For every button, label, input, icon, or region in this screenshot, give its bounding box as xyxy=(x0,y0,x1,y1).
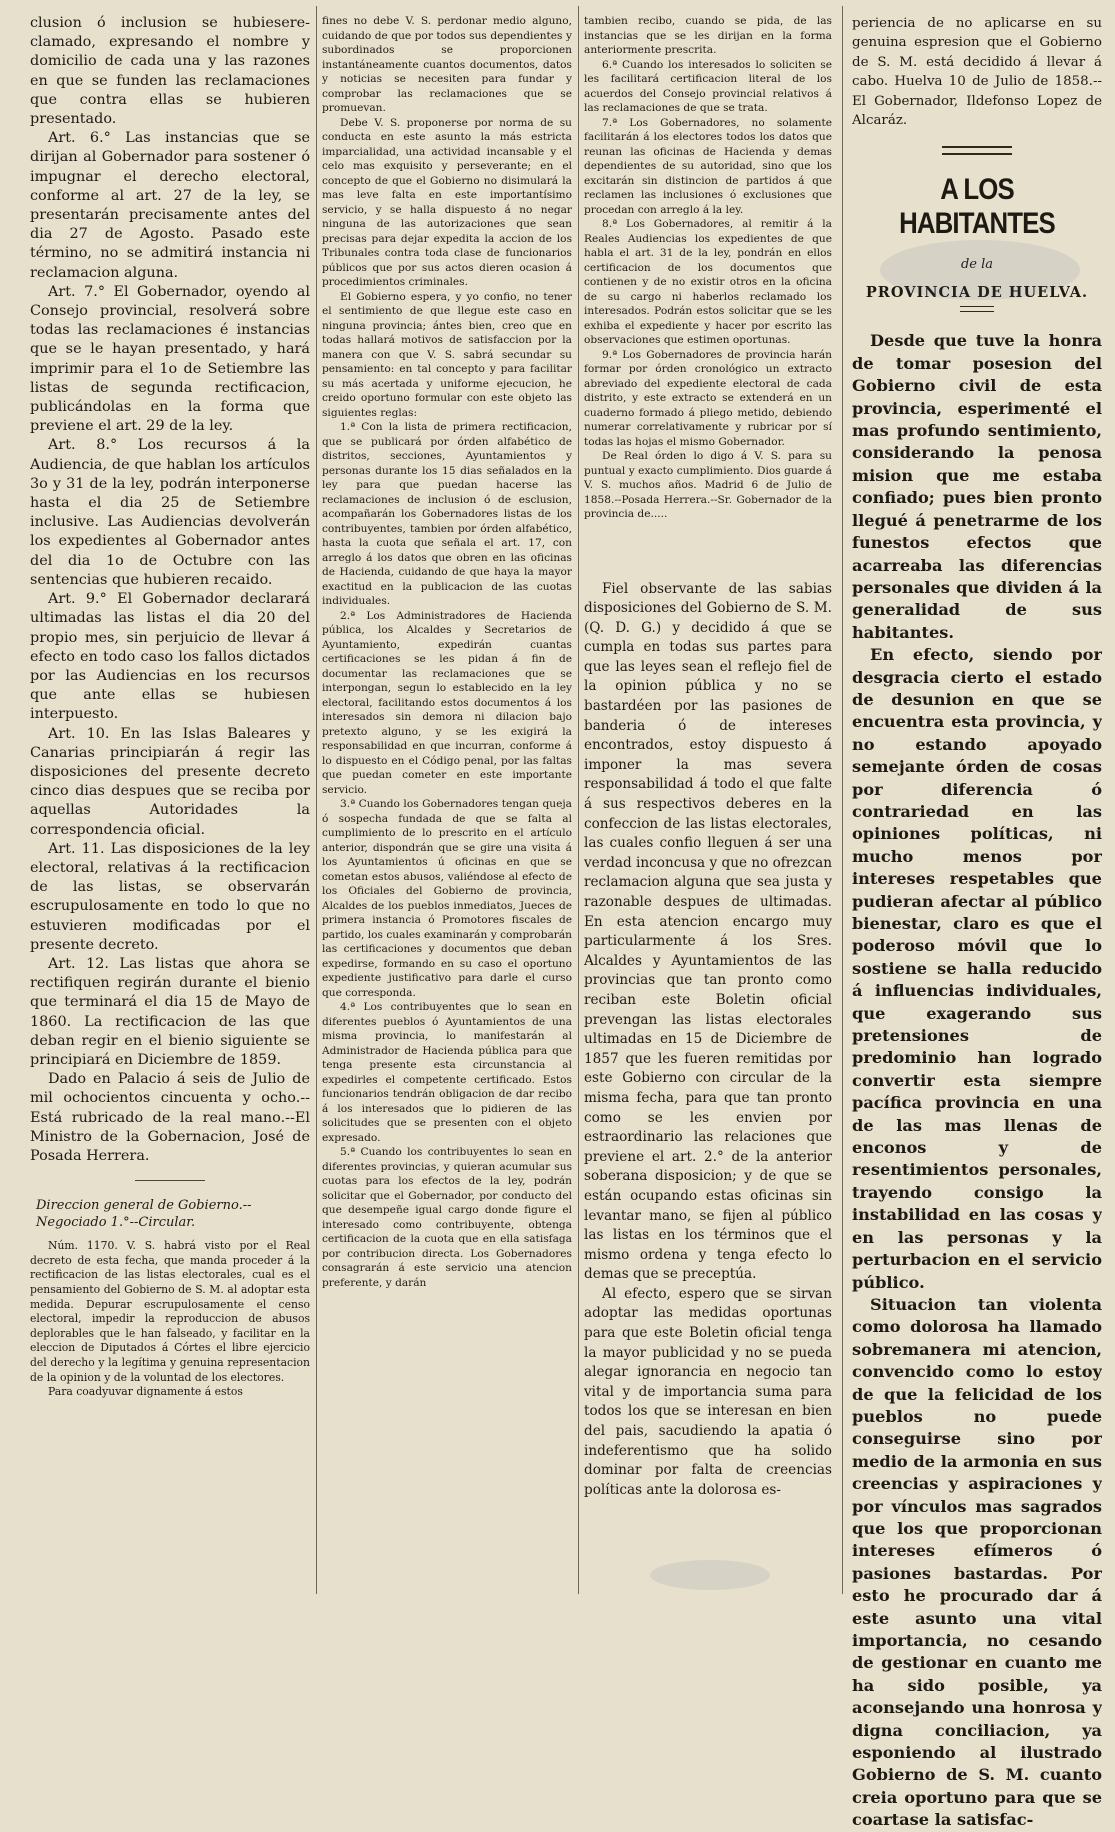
rule-6: 6.ª Cuando los interesados lo soliciten se les facilitará certificacion literal de los acuerdos del Consejo provincial relativos á las reclamaciones de que se trata. xyxy=(584,58,832,114)
divider xyxy=(135,1180,205,1181)
governor-notice: Fiel observante de las sabias disposiciones del Gobierno de S. M. (Q. D. G.) y decidido á que se cumpla en todas sus partes para que las leyes sean el reflejo fiel de la opinion pública y no se bastardéen por las pasiones de banderia ó de intereses encontrados, estoy dispuesto á imponer la mas severa responsabilidad á todo el que falte á sus respectivos deberes en la confeccion de las listas electorales, las cuales confio lleguen á ser una verdad inconcusa y que no ofrezcan reclamacion alguna que sea justa y razonable despues de ultimadas. En esta atencion encargo muy particularmente á los Sres. Alcaldes y Ayuntamientos de las provincias que tan pronto como reciban este Boletin oficial prevengan las listas electorales ultimadas en 15 de Diciembre de 1857 que les fueren remitidas por este Gobierno con circular de la misma fecha, para que tan pronto como se les envien por estraordinario las relaciones que previene el art. 2.° de la anterior soberana disposicion; y de que se están ocupando estas oficinas sin levantar mano, se fijen al público las listas en los términos que el mismo ordena y tenga efecto lo demas que se preceptúa. xyxy=(584,580,832,1283)
headline: A LOS HABITANTES xyxy=(899,173,1055,241)
rule-4: 4.ª Los contribuyentes que lo sean en diferentes pueblos ó Ayuntamientos de una misma provincia, lo manifestarán al Administrador de Hacienda pública para que tenga presente esta circunstancia al expedirles el competente certificado. Estos funcionarios tendrán obligacion de dar recibo á los interesados que lo pidieren de las solicitudes que se presenten con el objeto expresado. xyxy=(322,1001,572,1144)
department-heading: Direccion general de Gobierno.--Negociado 1.°--Circular. xyxy=(36,1198,252,1231)
column-rule xyxy=(842,6,843,1594)
divider xyxy=(942,146,1012,155)
royal-order-signature: De Real órden lo digo á V. S. para su puntual y exacto cumplimiento. Dios guarde á V. S. muchos años. Madrid 6 de Julio de 1858.--Posada Herrera.--Sr. Gobernador de la provincia de..... xyxy=(584,450,832,520)
article-12: Art. 12. Las listas que ahora se rectifiquen regirán durante el bienio que terminará el dia 15 de Mayo de 1860. La rectificacion de las que deban regir en el bienio siguiente se principiará en Diciembre de 1859. xyxy=(30,955,310,1068)
paragraph: El Gobierno espera, y yo confio, no tener el sentimiento de que llegue este caso en ninguna provincia; ántes bien, creo que en todas hallará motivos de satisfaccion por la manera con que V. S. sabrá secundar su pensamiento: en tal concepto y para facilitar su más acertada y uniforme ejecucion, he creido oportuno formular con este objeto las siguientes reglas: xyxy=(322,290,572,419)
article-8: Art. 8.° Los recursos á la Audiencia, de que hablan los artículos 3o y 31 de la ley, podrán interponerse hasta el dia 25 de Setiembre inclusive. Las Audiencias devolverán los expedientes al Gobernador antes del dia 1o de Octubre con las sentencias que hubieren recaido. xyxy=(30,437,310,588)
article-7: Art. 7.° El Gobernador, oyendo al Consejo provincial, resolverá sobre todas las reclamaciones é instancias que se le hayan presentado, y hará imprimir para el 1o de Setiembre las listas de segunda rectificacion, publicándolas en la forma que previene el art. 29 de la ley. xyxy=(30,283,310,435)
rule-9: 9.ª Los Gobernadores de provincia harán formar por órden cronológico un extracto abreviado del expediente electoral de cada distrito, y este extracto se extenderá en un cuaderno formado á pliego metido, debiendo numerar correlativamente y rubricar por sí todas las hojas el mismo Gobernador. xyxy=(584,348,832,448)
column-rule xyxy=(316,6,317,1594)
paragraph: clusion ó inclusion se hubiesere- clamado, expresando el nombre y domicilio de cada una y las razones en que se funden las reclamaciones que contra ellas se hubieren presentado. xyxy=(30,15,310,128)
article-9: Art. 9.° El Gobernador declarará ultimadas las listas el dia 20 del propio mes, sin perjuicio de llevar á efecto en todo caso los fallos dictados por las Audiencias en los recursos que ante ellas se hubiesen interpuesto. xyxy=(30,591,310,723)
paragraph: periencia de no aplicarse en su genuina espresion que el Gobierno de S. M. está decidido á llevar á cabo. Huelva 10 de Julio de 1858.--El Gobernador, Ildefonso Lopez de Alcaráz. xyxy=(852,16,1102,129)
province-title: PROVINCIA DE HUELVA. xyxy=(865,284,1089,302)
decree-signature: Dado en Palacio á seis de Julio de mil ochocientos cincuenta y ocho.--Está rubricado de la real mano.--El Ministro de la Gobernacion, José de Posada Herrera. xyxy=(30,1071,310,1164)
article-10: Art. 10. En las Islas Baleares y Canarias principiarán á regir las disposiciones del presente decreto cinco dias despues que se reciba por aquellas Autoridades la correspondencia oficial. xyxy=(30,725,310,838)
proclamation-paragraph: Situacion tan violenta como dolorosa ha llamado sobremanera mi atencion, convencido como lo estoy de que la felicidad de los pueblos no puede conseguirse sino por medio de la armonia en sus creencias y aspiraciones y por vínculos mas sagrados que los que proporcionan intereses efímeros ó pasiones bastardas. Por esto he procurado dar á este asunto una vital importancia, no cesando de gestionar en cuanto me ha sido posible, ya aconsejando una honrosa y digna conciliacion, ya esponiendo al ilustrado Gobierno de S. M. cuanto creia oportuno para que se coartase la satisfac- xyxy=(852,1294,1102,1830)
circular-paragraph: Para coadyuvar dignamente á estos xyxy=(48,1385,243,1399)
rule-8: 8.ª Los Gobernadores, al remitir á la Reales Audiencias los expedientes de que habla el art. 31 de la ley, pondrán en ellos certificacion de los documentos que contienen y de no existir otros en la oficina de su cargo ni haberlos reclamado los interesados. Podrán estos solicitar que se les exhiba el expediente y hacer por escrito las observaciones que estimen oportunas. xyxy=(584,218,832,346)
governor-notice: Al efecto, espero que se sirvan adoptar las medidas oportunas para que este Boletin oficial tenga la mayor publicidad y no se pueda alegar ignorancia en negocio tan vital y de importancia suma para todos los que se interesan en bien del pais, sacudiendo la apatia ó indeferentismo que ha solido dominar por falta de creencias políticas ante la dolorosa es- xyxy=(584,1285,832,1498)
rule-5: 5.ª Cuando los contribuyentes lo sean en diferentes provincias, y quieran acumular sus cuotas para los efectos de la ley, podrán solicitar que el Gobernador, por conducto del que desempeñe igual cargo donde figure el interesado como contribuyente, obtenga certificacion de la cuota que en ella satisfaga por contribucion directa. Los Gobernadores consagrarán á este servicio una atencion preferente, y darán xyxy=(322,1146,572,1289)
rule-7: 7.ª Los Gobernadores, no solamente facilitarán á los electores todos los datos que reunan las oficinas de Hacienda y demas dependientes de su autoridad, sino que los excitarán sin distincion de partidos á que reclamen las inclusiones ó exclusiones que procedan con arreglo á la ley. xyxy=(584,116,832,216)
article-11: Art. 11. Las disposiciones de la ley electoral, relativas á la rectificacion de las listas, se observarán escrupulosamente en todo lo que no estuvieren modificadas por el presente decreto. xyxy=(30,840,310,953)
article-6: Art. 6.° Las instancias que se dirijan al Gobernador para sostener ó impugnar el derecho electoral, conforme al art. 27 de la ley, se presentarán precisamente antes del dia 27 de Agosto. Pasado este término, no se admitirá instancia ni reclamacion alguna. xyxy=(30,130,310,281)
circular-paragraph: Núm. 1170. V. S. habrá visto por el Real decreto de esta fecha, que manda proceder á la rectificacion de las listas electorales, cual es el pensamiento del Gobierno de S. M. al adoptar esta medida. Depurar escrupulosamente el censo electoral, impedir la reproduccion de abusos deplorables que le han falseado, y facilitar en la eleccion de Diputados á Córtes el libre ejercicio del derecho y la legítima y genuina representacion de la opinion y de la voluntad de los electores. xyxy=(30,1239,310,1384)
ink-stain xyxy=(650,1560,770,1590)
paragraph: Debe V. S. proponerse por norma de su conducta en este asunto la más estricta imparcialidad, una actividad incansable y el celo mas exquisito y perseverante; en el concepto de que el Gobierno no disimulará la mas leve falta en este importantísimo servicio, y se halla dispuesto á no negar ninguna de las autorizaciones que sean precisas para dejar expedita la accion de los Tribunales contra toda clase de funcionarios públicos que por sus actos dieren ocasion á procedimientos criminales. xyxy=(322,116,572,288)
subheadline: de la xyxy=(960,257,994,273)
rule-2: 2.ª Los Administradores de Hacienda pública, los Alcaldes y Secretarios de Ayuntamiento, expedirán cuantas certificaciones se les pidan á fin de documentar las reclamaciones que se interpongan, segun lo establecido en la ley electoral, facilitando estos documentos á los interesados sin demora ni dilacion bajo pretexto alguno, y se les exigirá la responsabilidad en que incurran, conforme á lo dispuesto en el Código penal, por las faltas que puedan cometer en este importante servicio. xyxy=(322,609,572,796)
column-1 xyxy=(30,14,310,1400)
proclamation-paragraph: En efecto, siendo por desgracia cierto el estado de desunion en que se encuentra esta provincia, y no estando apoyado semejante órden de cosas por diferencia ó contrariedad en las opiniones políticas, ni mucho menos por intereses respetables que pudieran afectar al público bienestar, claro es que el poderoso móvil que lo sostiene se halla reducido á influencias individuales, que exagerando sus pretensiones de predominio han logrado convertir esta siempre pacífica provincia en una de las mas llenas de enconos y de resentimientos personales, trayendo consigo la instabilidad en las cosas y en las personas y la perturbacion en el servicio público. xyxy=(852,645,1102,1292)
column-2 xyxy=(322,14,572,1290)
paragraph: tambien recibo, cuando se pida, de las instancias que se les dirijan en la forma anteriormente prescrita. xyxy=(584,15,832,56)
rule-1: 1.ª Con la lista de primera rectificacion, que se publicará por órden alfabético de distritos, secciones, Ayuntamientos y personas durante los 15 dias señalados en la ley para que puedan hacerse las reclamaciones de inclusion ó de esclusion, acompañarán los Gobernadores listas de los contribuyentes, tambien por órden alfabético, hasta la cuota que señala el art. 17, con arreglo á los datos que obren en las oficinas de Hacienda, cuidando de que haya la mayor exactitud en la publicacion de las cuotas individuales. xyxy=(322,421,572,607)
column-3 xyxy=(584,14,832,1500)
column-rule xyxy=(578,6,579,1594)
column-4 xyxy=(852,14,1102,1832)
divider xyxy=(960,306,994,312)
rule-3: 3.ª Cuando los Gobernadores tengan queja ó sospecha fundada de que se falta al cumplimiento de lo prescrito en el artículo anterior, dispondrán que se gire una visita á los Ayuntamientos ú oficinas en que se cometan estos abusos, valiéndose al efecto de los Oficiales del Gobierno de provincia, Alcaldes de los pueblos inmediatos, Jueces de primera instancia ó Promotores fiscales de partido, los cuales examinarán y comprobarán las certificaciones y documentos que deban expedirse, formando en su caso el oportuno expediente justificativo para darle el curso que corresponda. xyxy=(322,798,572,999)
paragraph: fines no debe V. S. perdonar medio alguno, cuidando de que por todos sus dependientes y subordinados se proporcionen instantáneamente cuantos documentos, datos y noticias se necesiten para fundar y comprobar las reclamaciones que se promuevan. xyxy=(322,15,572,114)
proclamation-paragraph: Desde que tuve la honra de tomar posesion del Gobierno civil de esta provincia, esperimenté el mas profundo sentimiento, considerando la penosa mision que me estaba confiado; pues bien pronto llegué á penetrarme de los funestos efectos que acarreaba las diferencias personales que dividen á la generalidad de sus habitantes. xyxy=(852,331,1102,642)
